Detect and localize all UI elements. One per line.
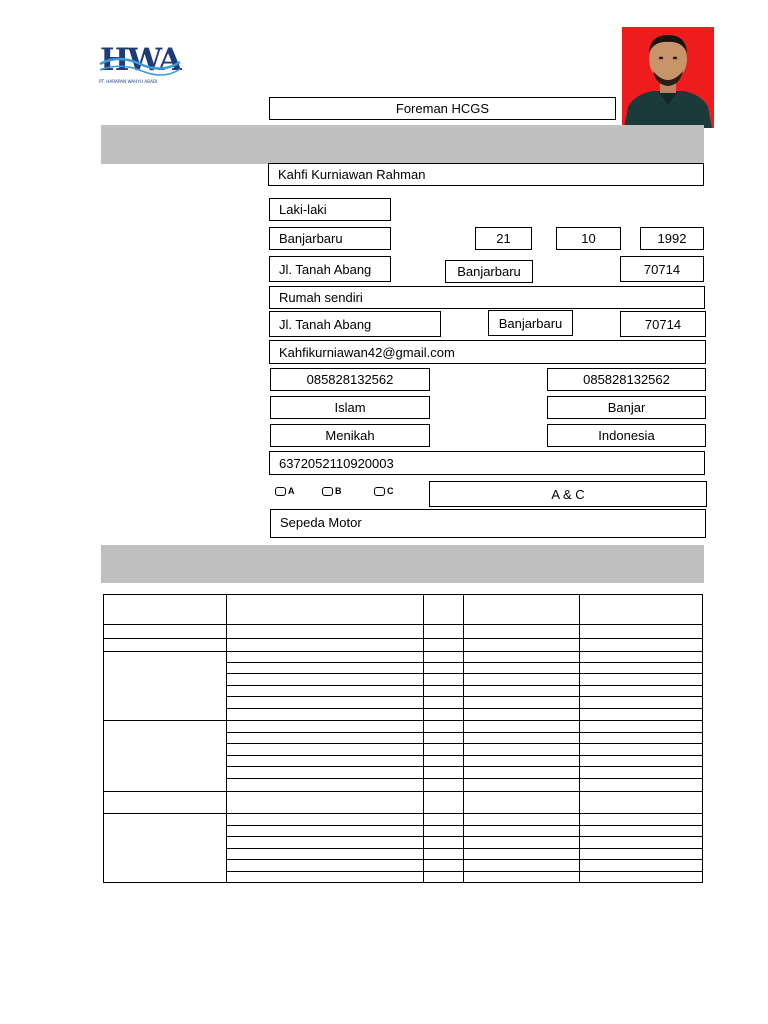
- marital-status-field[interactable]: Menikah: [270, 424, 430, 447]
- license-option-label: A: [288, 486, 295, 496]
- license-option-label: B: [335, 486, 342, 496]
- family-table: [103, 594, 703, 883]
- license-option-c[interactable]: [374, 486, 394, 496]
- gender-field[interactable]: Laki-laki: [269, 198, 391, 221]
- vehicle-field[interactable]: Sepeda Motor: [270, 509, 706, 538]
- position-field[interactable]: Foreman HCGS: [269, 97, 616, 120]
- email-field[interactable]: Kahfikurniawan42@gmail.com: [269, 340, 706, 364]
- logo-tagline: PT. HARAPAN WAHYU ABADI: [99, 79, 158, 84]
- logo-mark-text: HWA: [100, 42, 181, 78]
- license-option-a[interactable]: [275, 486, 295, 496]
- license-option-label: C: [387, 486, 394, 496]
- religion-field[interactable]: Islam: [270, 396, 430, 419]
- birth-month-field[interactable]: 10: [556, 227, 621, 250]
- table-row: [104, 625, 703, 639]
- section-band-personal: [101, 125, 704, 164]
- table-row: [104, 652, 703, 663]
- birth-day-field[interactable]: 21: [475, 227, 532, 250]
- full-name-field[interactable]: Kahfi Kurniawan Rahman: [268, 163, 704, 186]
- ethnicity-field[interactable]: Banjar: [547, 396, 706, 419]
- current-postal-field[interactable]: 70714: [620, 311, 706, 337]
- id-postal-field[interactable]: 70714: [620, 256, 704, 282]
- table-header-row: [104, 595, 703, 625]
- applicant-photo: [622, 27, 714, 128]
- checkbox-icon: [275, 487, 286, 496]
- current-address-field[interactable]: Jl. Tanah Abang: [269, 311, 441, 337]
- section-band-family: [101, 545, 704, 583]
- phone-2-field[interactable]: 085828132562: [547, 368, 706, 391]
- id-city-field[interactable]: Banjarbaru: [445, 260, 533, 283]
- license-field[interactable]: A & C: [429, 481, 707, 507]
- table-row: [104, 792, 703, 814]
- checkbox-icon: [374, 487, 385, 496]
- phone-1-field[interactable]: 085828132562: [270, 368, 430, 391]
- nationality-field[interactable]: Indonesia: [547, 424, 706, 447]
- table-row: [104, 814, 703, 826]
- birth-year-field[interactable]: 1992: [640, 227, 704, 250]
- birth-place-field[interactable]: Banjarbaru: [269, 227, 391, 250]
- license-option-b[interactable]: [322, 486, 342, 496]
- table-row: [104, 721, 703, 733]
- table-row: [104, 639, 703, 652]
- residence-status-field[interactable]: Rumah sendiri: [269, 286, 705, 309]
- checkbox-icon: [322, 487, 333, 496]
- id-number-field[interactable]: 6372052110920003: [269, 451, 705, 475]
- current-city-field[interactable]: Banjarbaru: [488, 310, 573, 336]
- company-logo: [98, 40, 182, 88]
- id-address-field[interactable]: Jl. Tanah Abang: [269, 256, 391, 282]
